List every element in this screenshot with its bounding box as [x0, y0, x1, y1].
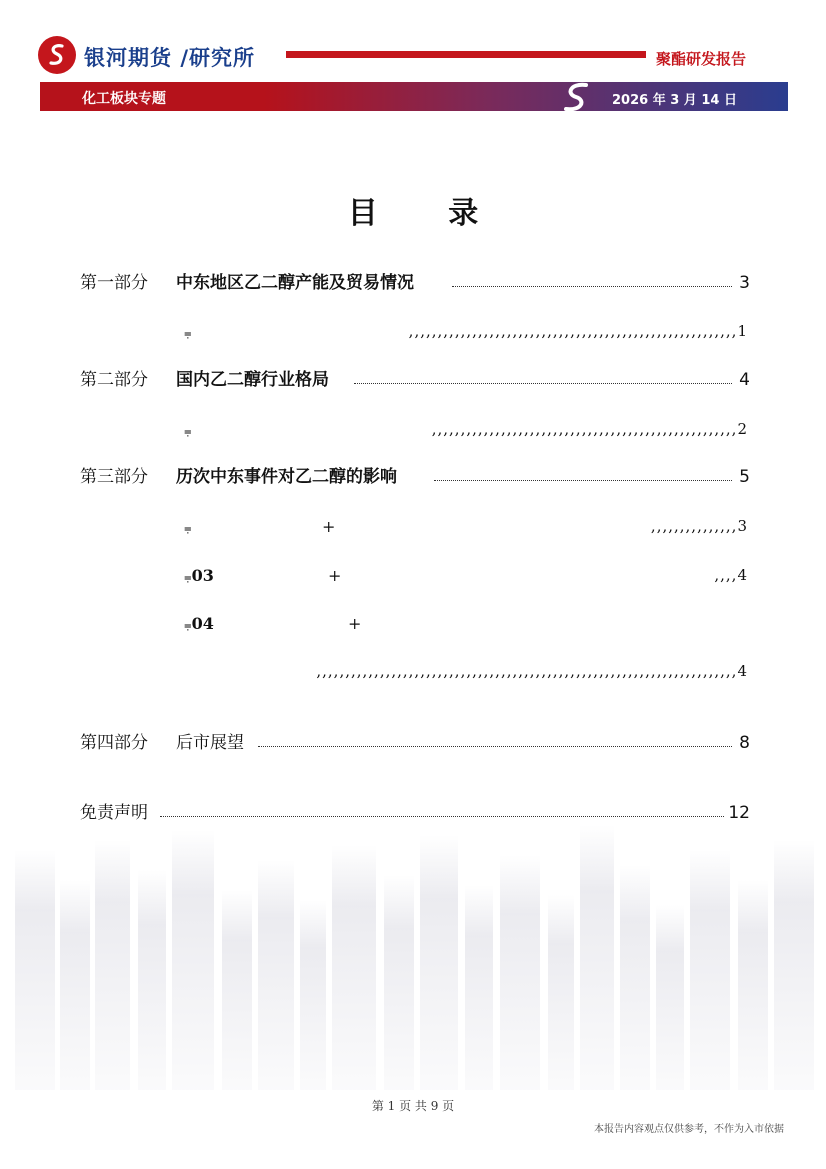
toc-garbled-commas: ,,,,,,,,,,,,,,,,,,,,,,,,,,,,,,,,,,,,,,,,,,,,,,,,,,,,,,,,,1	[408, 322, 748, 340]
toc-page-number: 5	[739, 467, 750, 487]
toc-section-title: 历次中东事件对乙二醇的影响	[176, 467, 397, 487]
toc-leader	[434, 480, 732, 481]
toc-garbled-commas: ,,,,,,,,,,,,,,,,,,,,,,,,,,,,,,,,,,,,,,,,,,,,,,,,,,,,,,,,,,,,,,,,,,,,,,,,,4	[316, 662, 748, 680]
toc-section-title: 后市展望	[176, 733, 244, 753]
toc-leader	[452, 286, 732, 287]
toc-page-number: 3	[739, 273, 750, 293]
toc-title: 目 录	[347, 196, 509, 231]
toc-garbled-line: ⩦	[184, 326, 192, 341]
column-name: 化工板块专题	[82, 91, 166, 107]
toc-garbled-line: ⩦04 +	[184, 614, 362, 633]
toc-entry-part4[interactable]	[80, 731, 750, 755]
toc-section-title: 中东地区乙二醇产能及贸易情况	[176, 273, 414, 293]
toc-garbled-commas: ,,,,,,,,,,,,,,,3	[650, 517, 748, 535]
toc-leader	[258, 746, 732, 747]
galaxy-logo-icon	[38, 36, 76, 74]
toc-part-label: 第一部分	[80, 273, 148, 293]
toc-garbled-line: ⩦03 +	[184, 566, 342, 585]
toc-garbled-commas: ,,,,4	[714, 566, 748, 584]
toc-entry-part3[interactable]	[80, 465, 750, 489]
toc-garbled-commas: ,,,,,,,,,,,,,,,,,,,,,,,,,,,,,,,,,,,,,,,,,,,,,,,,,,,,,2	[431, 420, 748, 438]
toc-leader	[354, 383, 732, 384]
toc-leader	[160, 816, 724, 817]
header-rule	[286, 51, 646, 58]
report-type: 聚酯研发报告	[656, 50, 747, 68]
toc-garbled-line: ⩦	[184, 424, 192, 439]
page-number: 第 1 页 共 9 页	[371, 1099, 455, 1113]
toc-section-title: 免责声明	[80, 803, 148, 823]
report-date: 2026 年 3 月 14 日	[612, 93, 737, 108]
toc-entry-part1[interactable]	[80, 271, 750, 295]
toc-part-label: 第四部分	[80, 733, 148, 753]
toc-page-number: 8	[739, 733, 750, 753]
city-skyline-watermark	[0, 820, 826, 1090]
toc-garbled-line: ⩦ +	[184, 517, 336, 536]
footer-disclaimer: 本报告内容观点仅供参考，不作为入市依据	[594, 1124, 784, 1135]
s-swoosh-icon	[560, 80, 594, 114]
toc-page-number: 12	[728, 803, 750, 823]
toc-entry-part2[interactable]	[80, 368, 750, 392]
toc-section-title: 国内乙二醇行业格局	[176, 370, 329, 390]
toc-page-number: 4	[739, 370, 750, 390]
brand-name: 银河期货 /研究所	[84, 46, 255, 70]
toc-part-label: 第二部分	[80, 370, 148, 390]
toc-part-label: 第三部分	[80, 467, 148, 487]
